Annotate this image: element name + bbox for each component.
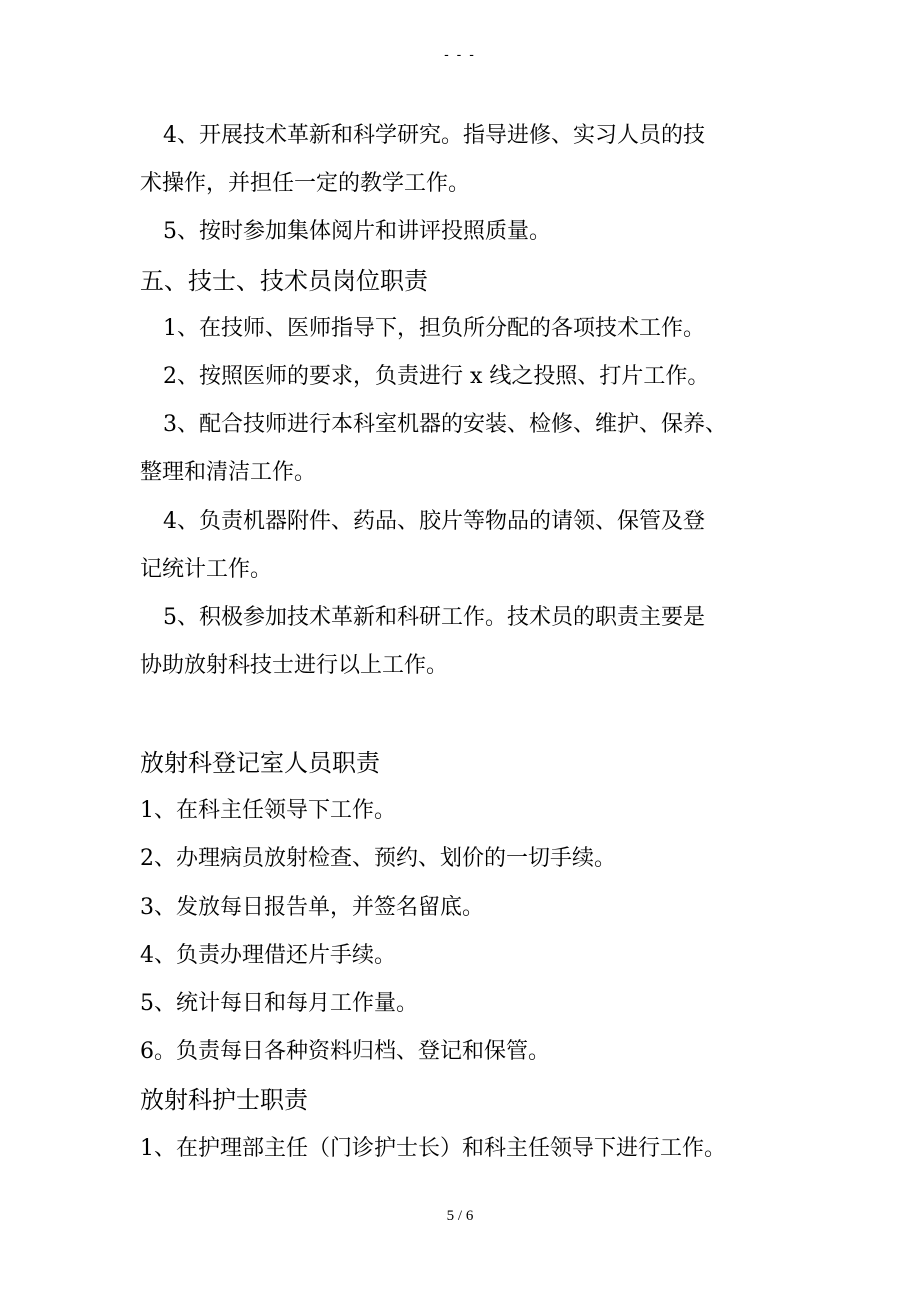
section-5-item-2: 2、按照医师的要求，负责进行 x 线之投照、打片工作。 — [163, 364, 710, 389]
section-5-heading: 五、技士、技术员岗位职责 — [140, 267, 428, 295]
section-5-item-3-line-2: 整理和清洁工作。 — [140, 460, 317, 485]
header-mark: - - - — [444, 46, 476, 62]
section-5-item-3-line-1: 3、配合技师进行本科室机器的安装、检修、维护、保养、 — [163, 412, 727, 437]
registry-heading: 放射科登记室人员职责 — [140, 749, 380, 777]
registry-item-2: 2、办理病员放射检查、预约、划价的一切手续。 — [140, 846, 616, 871]
registry-item-4: 4、负责办理借还片手续。 — [140, 943, 396, 968]
registry-item-6: 6。负责每日各种资料归档、登记和保管。 — [140, 1039, 550, 1064]
section-5-item-1: 1、在技师、医师指导下，担负所分配的各项技术工作。 — [163, 316, 705, 341]
section-5-item-4-line-1: 4、负责机器附件、药品、胶片等物品的请领、保管及登 — [163, 509, 705, 534]
section-5-item-4-line-2: 记统计工作。 — [140, 557, 273, 582]
registry-item-1: 1、在科主任领导下工作。 — [140, 798, 396, 823]
nurse-item-1: 1、在护理部主任（门诊护士长）和科主任领导下进行工作。 — [140, 1136, 726, 1161]
registry-item-3: 3、发放每日报告单，并签名留底。 — [140, 895, 484, 920]
paragraph-4-line-1: 4、开展技术革新和科学研究。指导进修、实习人员的技 — [163, 123, 705, 148]
paragraph-5: 5、按时参加集体阅片和讲评投照质量。 — [163, 219, 551, 244]
registry-item-5: 5、统计每日和每月工作量。 — [140, 991, 418, 1016]
nurse-heading: 放射科护士职责 — [140, 1086, 308, 1114]
paragraph-4-line-2: 术操作，并担任一定的教学工作。 — [140, 171, 471, 196]
section-5-item-5-line-1: 5、积极参加技术革新和科研工作。技术员的职责主要是 — [163, 605, 705, 630]
section-5-item-5-line-2: 协助放射科技士进行以上工作。 — [140, 653, 449, 678]
page-number: 5 / 6 — [446, 1208, 474, 1224]
